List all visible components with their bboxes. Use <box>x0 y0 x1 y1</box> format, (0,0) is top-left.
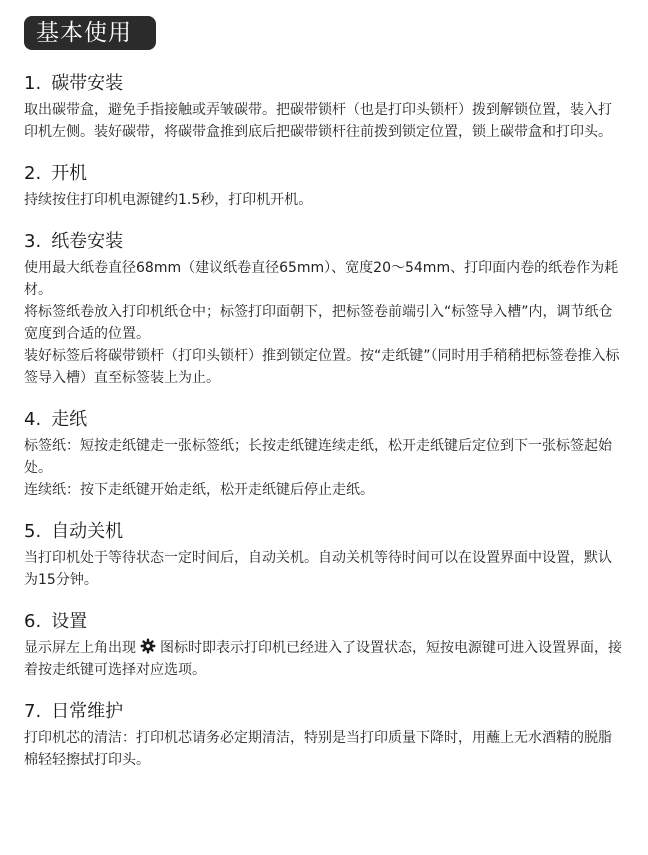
text-before-icon: 显示屏左上角出现 <box>24 640 136 656</box>
section-title: 设置 <box>51 611 88 632</box>
section-heading <box>24 230 624 254</box>
section-power-on <box>24 162 624 211</box>
paragraph: 取出碳带盒，避免手指接触或弄皱碳带。把碳带锁杆（也是打印头锁杆）拨到解锁位置，装入打印机左侧。装好碳带，将碳带盒推到底后把碳带锁杆往前拨到锁定位置，锁上碳带盒和打印头。 <box>24 102 612 140</box>
section-number: 3. <box>24 231 42 252</box>
gear-icon <box>140 638 156 654</box>
section-title: 碳带安装 <box>51 73 124 94</box>
paragraph: 将标签纸卷放入打印机纸仓中；标签打印面朝下，把标签卷前端引入“标签导入槽”内，调节纸仓宽度到合适的位置。 <box>24 304 613 342</box>
paragraph: 当打印机处于等待状态一定时间后，自动关机。自动关机等待时间可以在设置界面中设置，默认为15分钟。 <box>24 550 612 588</box>
section-number: 1. <box>24 73 42 94</box>
section-heading <box>24 520 624 544</box>
section-daily-maintenance <box>24 700 624 771</box>
section-title: 日常维护 <box>51 701 124 722</box>
section-number: 6. <box>24 611 42 632</box>
paragraph: 使用最大纸卷直径68mm（建议纸卷直径65mm）、宽度20～54mm、打印面内卷的纸卷作为耗材。 <box>24 260 619 298</box>
section-auto-shutdown <box>24 520 624 591</box>
page-title: 基本使用 <box>24 16 156 50</box>
section-number: 7. <box>24 701 42 722</box>
section-title: 走纸 <box>51 409 88 430</box>
paragraph: 连续纸：按下走纸键开始走纸，松开走纸键后停止走纸。 <box>24 482 374 498</box>
section-heading <box>24 700 624 724</box>
section-paper-feed <box>24 408 624 501</box>
text-after-icon: 图标时即表示打印机已经进入了设置状态，短按电源键可进入设置界面，接着按走纸键可选择对应选项。 <box>24 640 622 678</box>
section-heading <box>24 72 624 96</box>
paragraph: 标签纸：短按走纸键走一张标签纸；长按走纸键连续走纸，松开走纸键后定位到下一张标签起始处。 <box>24 438 612 476</box>
paragraph: 持续按住打印机电源键约1.5秒，打印机开机。 <box>24 192 313 208</box>
paragraph: 打印机芯的清洁：打印机芯请务必定期清洁，特别是当打印质量下降时，用蘸上无水酒精的脱脂棉轻轻擦拭打印头。 <box>24 730 612 768</box>
section-heading <box>24 610 624 634</box>
section-number: 5. <box>24 521 42 542</box>
paragraph: 装好标签后将碳带锁杆（打印头锁杆）推到锁定位置。按“走纸键”（同时用手稍稍把标签卷推入标签导入槽）直至标签装上为止。 <box>24 348 620 386</box>
paragraph <box>24 637 624 681</box>
section-number: 2. <box>24 163 42 184</box>
section-paper-roll-install <box>24 230 624 389</box>
section-heading <box>24 408 624 432</box>
section-title: 自动关机 <box>51 521 124 542</box>
section-settings <box>24 610 624 681</box>
section-number: 4. <box>24 409 42 430</box>
section-title: 纸卷安装 <box>51 231 124 252</box>
section-ribbon-install <box>24 72 624 143</box>
section-heading <box>24 162 624 186</box>
section-title: 开机 <box>51 163 88 184</box>
